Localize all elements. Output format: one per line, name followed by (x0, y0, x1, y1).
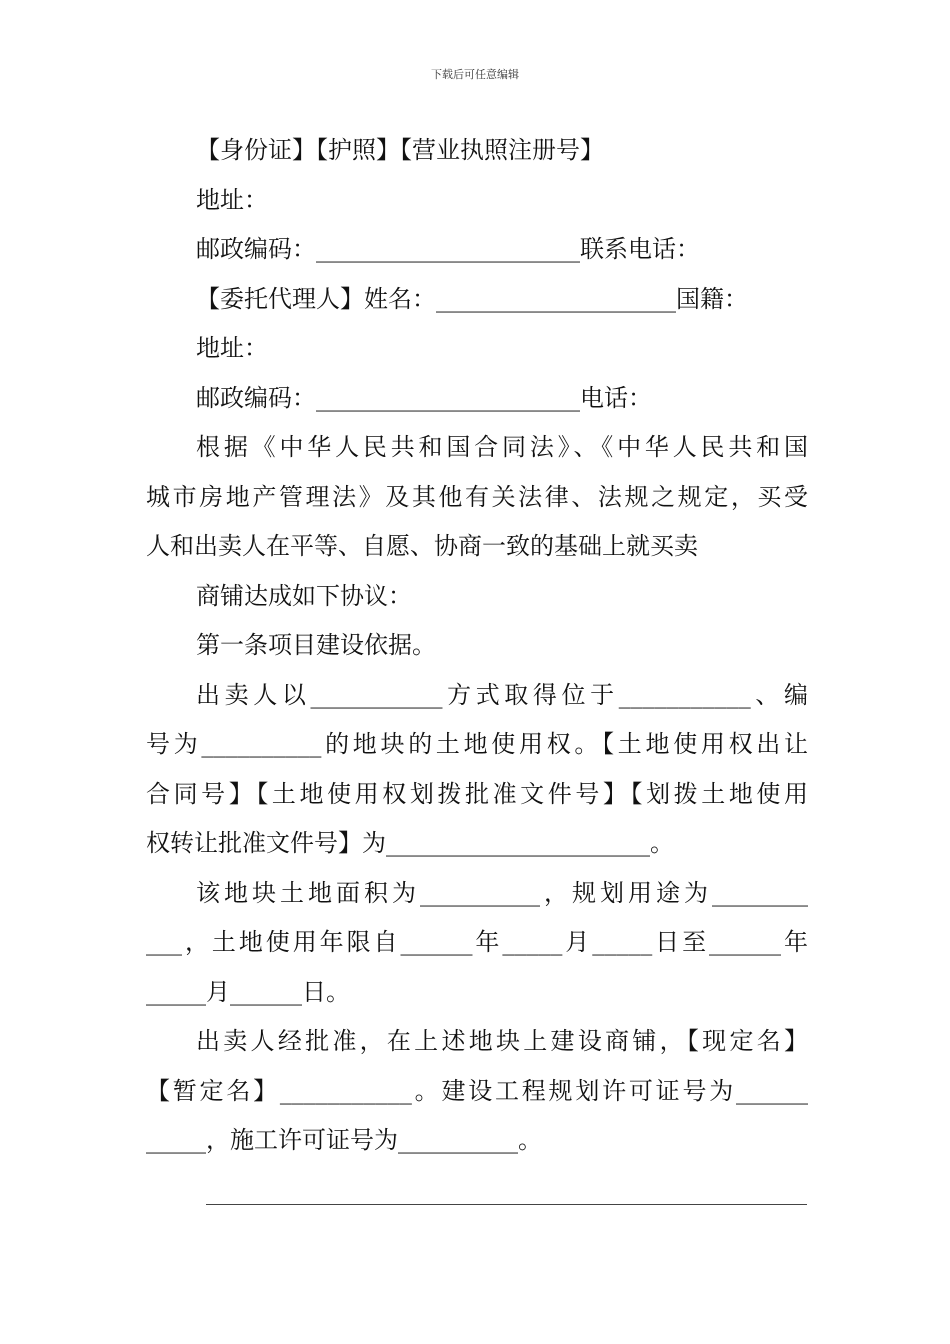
text-line: 地址： (196, 334, 268, 362)
page-header: 下载后可任意编辑 (431, 68, 519, 81)
text-line: 根据《中华人民共和国合同法》、《中华人民共和国 (196, 433, 808, 461)
footer-divider (206, 1204, 807, 1205)
text-line: _____，施工许可证号为__________。 (146, 1126, 542, 1154)
text-line: _____月______日。 (146, 977, 350, 1006)
text-line: 权转让批准文件号】为______________________。 (146, 829, 674, 857)
text-line: ___，土地使用年限自______年_____月_____日至______年 (146, 928, 808, 956)
text-line: 【身份证】【护照】【营业执照注册号】 (196, 136, 604, 164)
text-line: 人和出卖人在平等、自愿、协商一致的基础上就买卖 (146, 532, 698, 560)
text-line: 出卖人经批准，在上述地块上建设商铺，【现定名】 (196, 1027, 808, 1055)
text-line: 第一条项目建设依据。 (196, 631, 436, 659)
text-line: 该地块土地面积为__________，规划用途为________ (196, 878, 808, 907)
text-line: 合同号】【土地使用权划拨批准文件号】【划拨土地使用 (146, 779, 808, 808)
text-line: 商铺达成如下协议： (196, 581, 412, 610)
text-line: 出卖人以___________方式取得位于___________、编 (196, 680, 808, 709)
text-line: 号为__________的地块的土地使用权。【土地使用权出让 (146, 730, 808, 758)
text-line: 【暂定名】___________。建设工程规划许可证号为______ (146, 1076, 808, 1105)
text-line: 城市房地产管理法》及其他有关法律、法规之规定，买受 (146, 482, 808, 511)
document-body (146, 126, 808, 1166)
text-line: 邮政编码：______________________电话： (196, 383, 652, 412)
text-line: 邮政编码：______________________联系电话： (196, 235, 700, 263)
text-line: 【委托代理人】姓名：____________________国籍： (196, 284, 748, 313)
text-line: 地址： (196, 185, 268, 214)
